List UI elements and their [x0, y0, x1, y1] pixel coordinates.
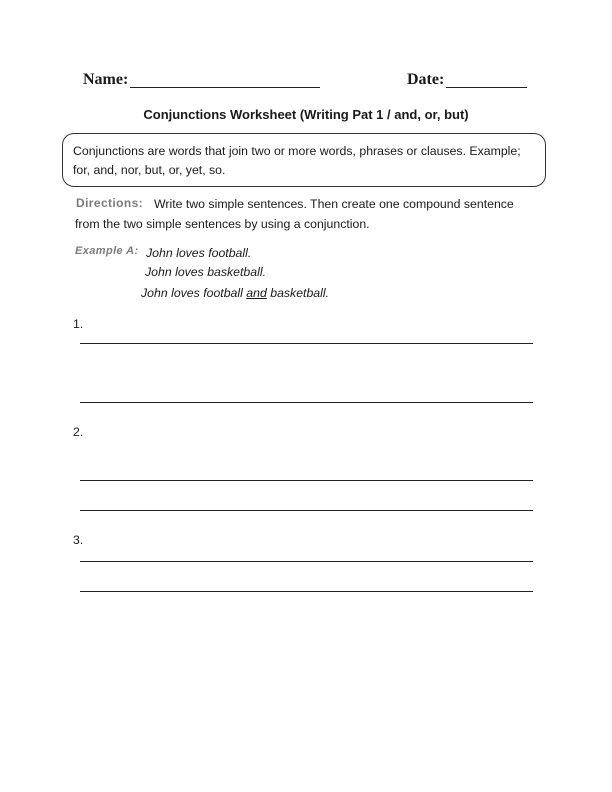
- answer-line-2a[interactable]: [80, 480, 533, 481]
- worksheet-title: Conjunctions Worksheet (Writing Pat 1 / and, or, but): [143, 107, 469, 122]
- definition-box: [62, 133, 546, 187]
- answer-line-3b[interactable]: [80, 591, 533, 592]
- example-sentence-1: John loves football.: [146, 246, 252, 260]
- directions-text-line2: from the two simple sentences by using a conjunction.: [75, 217, 370, 231]
- compound-part-before: John loves football: [141, 286, 247, 300]
- answer-line-3a[interactable]: [80, 561, 533, 562]
- compound-part-after: basketball.: [266, 286, 330, 300]
- example-compound-sentence: [141, 286, 329, 300]
- example-label: Example A:: [75, 245, 139, 257]
- directions-label: Directions:: [76, 196, 144, 210]
- question-number-3: 3.: [73, 533, 84, 547]
- answer-line-2b[interactable]: [80, 510, 533, 511]
- answer-line-1b[interactable]: [80, 402, 533, 403]
- question-number-1: 1.: [73, 317, 84, 331]
- compound-conjunction: and: [246, 286, 267, 300]
- date-label: Date:: [407, 71, 445, 88]
- date-field[interactable]: [446, 87, 527, 88]
- answer-line-1a[interactable]: [80, 343, 533, 344]
- name-label: Name:: [83, 71, 129, 88]
- definition-text: Conjunctions are words that join two or more words, phrases or clauses. Example; for, and, nor, but, or, yet, so.: [73, 144, 521, 177]
- name-field[interactable]: [130, 87, 320, 88]
- example-sentence-2: John loves basketball.: [145, 265, 266, 279]
- directions-text-line1: Write two simple sentences. Then create one compound sentence: [154, 197, 514, 211]
- question-number-2: 2.: [73, 425, 84, 439]
